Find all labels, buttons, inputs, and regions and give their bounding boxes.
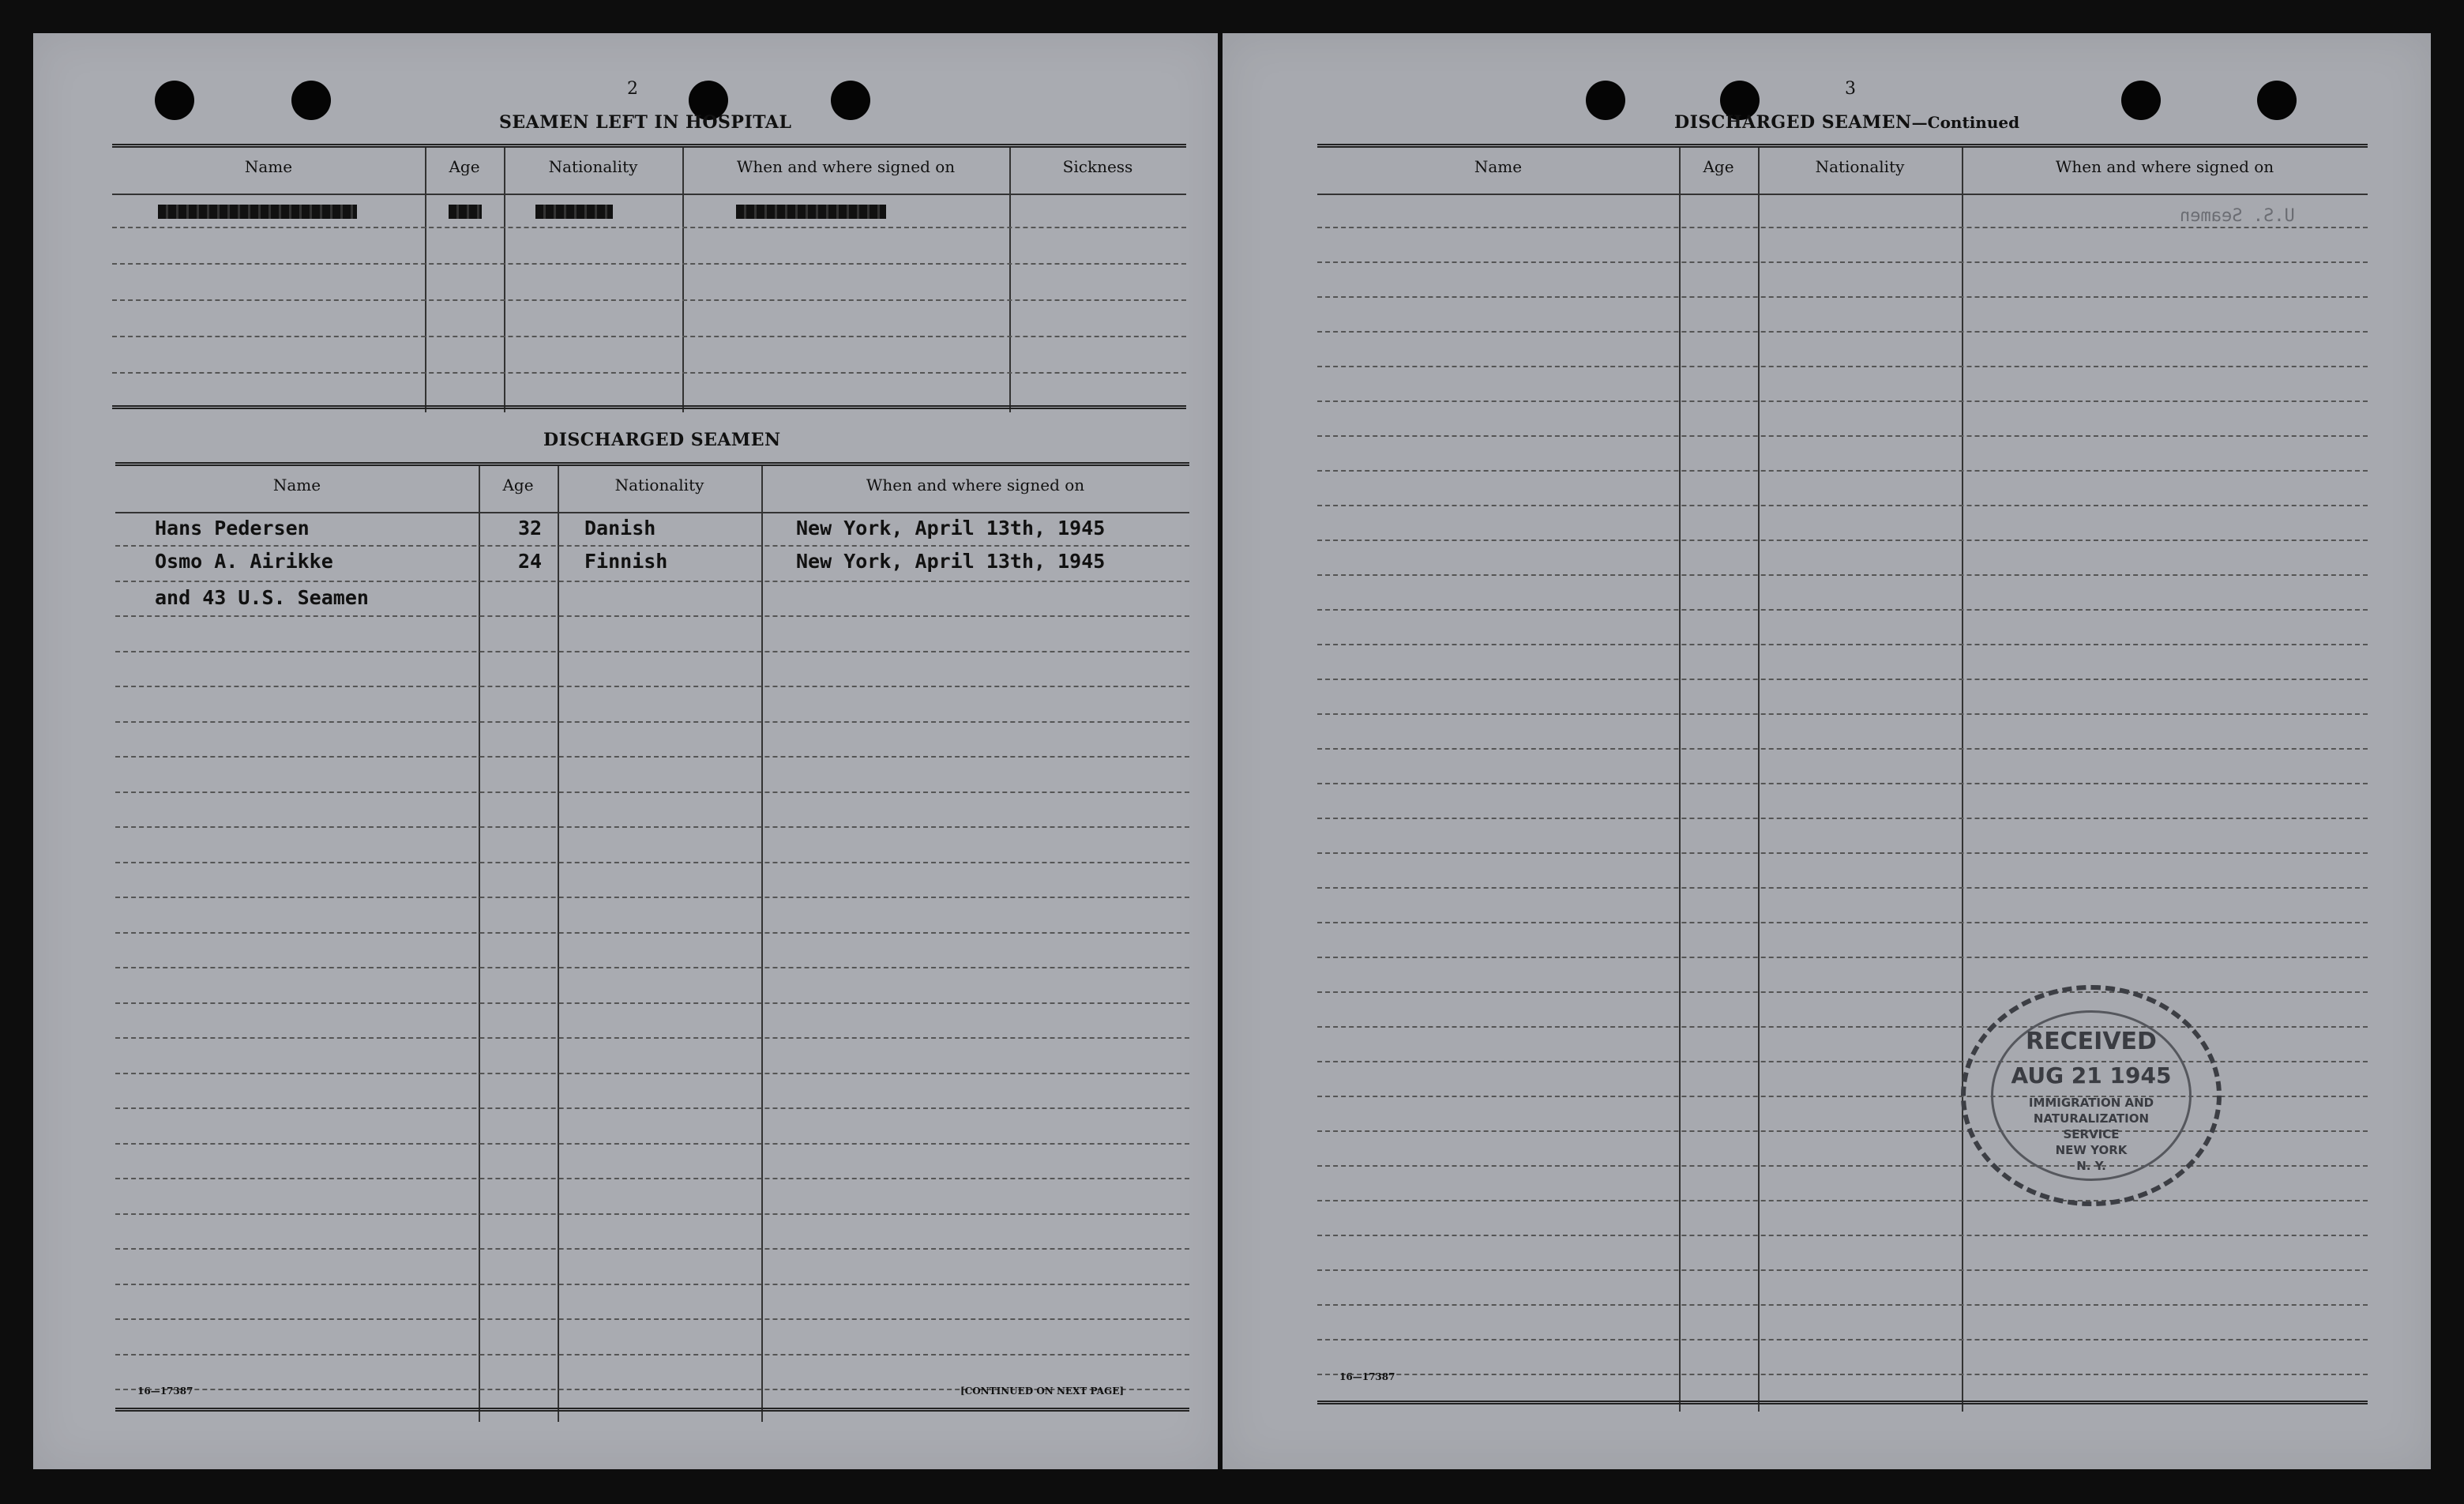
row-rule (1317, 505, 2368, 506)
seaman-name: Hans Pedersen (155, 517, 310, 540)
hospital-section-title: SEAMEN LEFT IN HOSPITAL (499, 112, 792, 133)
punch-hole-icon (1586, 81, 1625, 120)
row-rule (1317, 574, 2368, 576)
seaman-name: and 43 U.S. Seamen (155, 586, 369, 609)
stamp-line: NATURALIZATION (2033, 1111, 2150, 1126)
redacted-text (535, 205, 613, 219)
column-divider (1758, 148, 1760, 1412)
row-rule (115, 686, 1189, 687)
row-rule (1317, 991, 2368, 993)
row-rule (115, 651, 1189, 652)
header-nationality: Nationality (1815, 157, 1905, 176)
row-rule (112, 227, 1186, 228)
header-sickness: Sickness (1062, 157, 1133, 176)
row-rule (115, 1284, 1189, 1285)
row-rule (1317, 644, 2368, 645)
row-rule (115, 615, 1189, 617)
row-rule (115, 1213, 1189, 1215)
row-rule (1317, 713, 2368, 715)
redacted-text (449, 205, 482, 219)
header-nationality: Nationality (614, 476, 704, 494)
punch-hole-icon (2121, 81, 2161, 120)
row-rule (1317, 261, 2368, 263)
column-divider (1962, 148, 1963, 1412)
row-rule (1317, 1269, 2368, 1271)
header-name: Name (1474, 157, 1523, 176)
column-divider (1679, 148, 1681, 1412)
row-rule (115, 1143, 1189, 1145)
row-rule (115, 862, 1189, 863)
punch-hole-icon (2257, 81, 2297, 120)
discharged-table (115, 462, 1189, 1422)
row-rule (1317, 748, 2368, 750)
row-rule (1317, 366, 2368, 367)
row-rule (1317, 435, 2368, 437)
row-rule (1317, 852, 2368, 854)
section-title-suffix: —Continued (1911, 113, 2020, 132)
header-name: Name (244, 157, 293, 176)
stamp-line: N. Y. (2076, 1159, 2106, 1173)
header-signed-on: When and where signed on (736, 157, 956, 176)
table-header-row (112, 148, 1186, 195)
header-age: Age (449, 157, 480, 176)
row-rule (1317, 679, 2368, 680)
bleed-through-text: U.S. Seamen (2180, 206, 2295, 226)
row-rule (1317, 922, 2368, 923)
row-rule (1317, 1200, 2368, 1201)
row-rule (115, 826, 1189, 828)
stamp-line: IMMIGRATION AND (2028, 1096, 2154, 1110)
table-header-row (115, 466, 1189, 513)
row-rule (1317, 1374, 2368, 1375)
column-divider (479, 466, 480, 1422)
row-rule (1317, 1304, 2368, 1306)
right-page (1223, 33, 2431, 1469)
row-rule (115, 1107, 1189, 1109)
seaman-age: 32 (518, 517, 543, 540)
header-age: Age (502, 476, 534, 494)
row-rule (1317, 887, 2368, 889)
row-rule (115, 1354, 1189, 1355)
row-rule (115, 721, 1189, 723)
row-rule (1317, 818, 2368, 819)
punch-hole-icon (291, 81, 331, 120)
row-rule (1317, 227, 2368, 228)
hospital-table (112, 144, 1186, 412)
table-bottom-rule (1317, 1401, 2368, 1404)
stamp-received: RECEIVED (2026, 1028, 2157, 1055)
continued-note: [CONTINUED ON NEXT PAGE] (960, 1386, 1125, 1397)
row-rule (115, 756, 1189, 758)
row-rule (112, 299, 1186, 301)
row-rule (115, 581, 1189, 582)
row-rule (115, 1318, 1189, 1320)
row-rule (115, 1002, 1189, 1004)
row-rule (1317, 609, 2368, 611)
row-rule (112, 336, 1186, 337)
row-rule (1317, 470, 2368, 472)
row-rule (1317, 783, 2368, 784)
seaman-signed-on: New York, April 13th, 1945 (796, 550, 1106, 573)
header-nationality: Nationality (548, 157, 638, 176)
received-stamp (1961, 985, 2222, 1206)
discharged-continued-title (1674, 112, 2019, 133)
row-rule (115, 967, 1189, 968)
row-rule (115, 1178, 1189, 1179)
row-rule (112, 263, 1186, 265)
seaman-nationality: Finnish (584, 550, 668, 573)
table-bottom-rule (115, 1408, 1189, 1412)
row-rule (112, 372, 1186, 374)
row-rule (115, 1248, 1189, 1250)
punch-hole-icon (831, 81, 870, 120)
discharged-continued-table (1317, 144, 2368, 1412)
row-rule (1317, 331, 2368, 333)
row-rule (115, 545, 1189, 547)
seaman-signed-on: New York, April 13th, 1945 (796, 517, 1106, 540)
seaman-age: 24 (518, 550, 543, 573)
discharged-section-title: DISCHARGED SEAMEN (543, 430, 781, 450)
row-rule (1317, 296, 2368, 298)
stamp-line: SERVICE (2063, 1127, 2120, 1141)
table-header-row (1317, 148, 2368, 195)
row-rule (115, 932, 1189, 934)
header-signed-on: When and where signed on (866, 476, 1085, 494)
header-age: Age (1703, 157, 1734, 176)
column-divider (558, 466, 559, 1422)
seaman-nationality: Danish (584, 517, 656, 540)
row-rule (1317, 400, 2368, 402)
redacted-text (736, 205, 886, 219)
row-rule (1317, 540, 2368, 541)
stamp-date: AUG 21 1945 (2011, 1062, 2172, 1089)
row-rule (115, 897, 1189, 898)
redacted-text (158, 205, 357, 219)
header-signed-on: When and where signed on (2055, 157, 2274, 176)
stamp-line: NEW YORK (2055, 1143, 2128, 1157)
header-name: Name (272, 476, 321, 494)
seaman-name: Osmo A. Airikke (155, 550, 333, 573)
row-rule (115, 791, 1189, 793)
left-page (33, 33, 1218, 1469)
row-rule (1317, 1235, 2368, 1236)
row-rule (115, 1037, 1189, 1039)
row-rule (1317, 1339, 2368, 1340)
table-bottom-rule (112, 405, 1186, 409)
row-rule (115, 1073, 1189, 1074)
page-number: 3 (1845, 79, 1856, 99)
punch-hole-icon (155, 81, 194, 120)
page-number: 2 (627, 79, 638, 99)
section-title: DISCHARGED SEAMEN (1674, 112, 1912, 133)
form-number: 16—17387 (1339, 1371, 1395, 1382)
form-number: 16—17387 (137, 1386, 193, 1397)
column-divider (761, 466, 763, 1422)
row-rule (1317, 957, 2368, 958)
